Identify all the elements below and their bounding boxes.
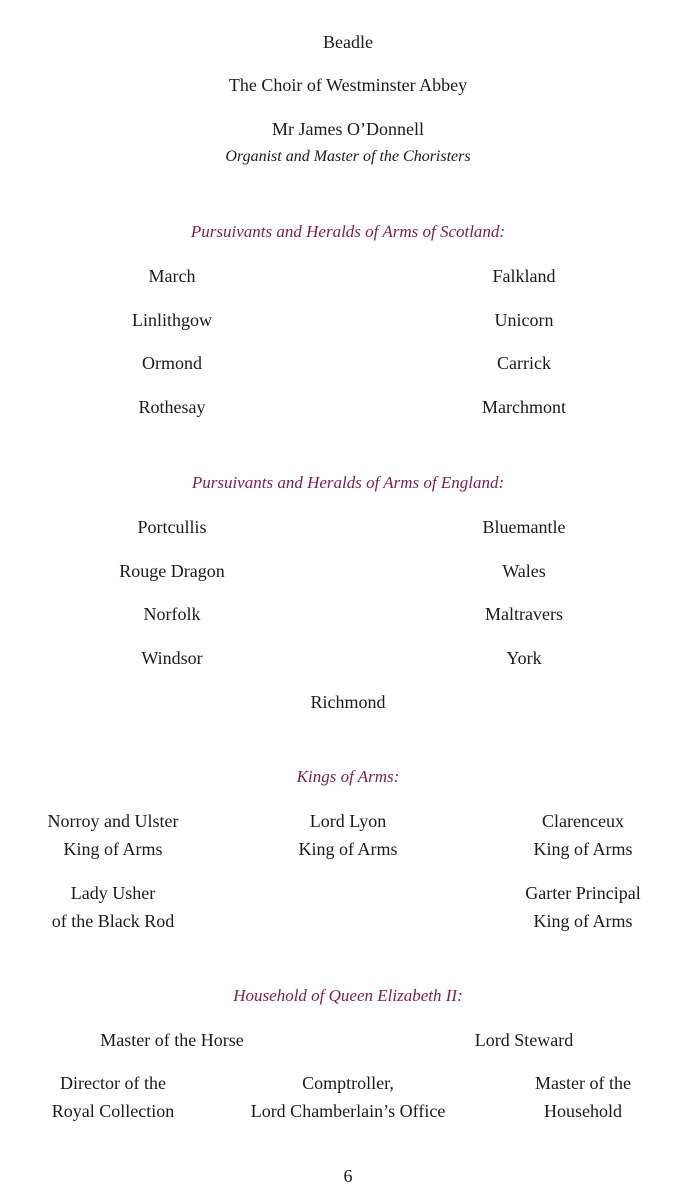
household-heading: Household of Queen Elizabeth II: [233, 986, 463, 1005]
scotland-right-3: Carrick [497, 353, 551, 373]
kings-heading: Kings of Arms: [296, 767, 400, 786]
usher-line-1: Lady Usher [70, 883, 156, 903]
england-left-2: Rouge Dragon [119, 561, 225, 581]
scotland-right-1: Falkland [492, 266, 556, 286]
garter-block [525, 879, 640, 935]
england-heading: Pursuivants and Heralds of Arms of England: [191, 473, 505, 492]
master-household-block [535, 1069, 631, 1125]
usher-block [52, 879, 174, 935]
master-household-line-1: Master of the [535, 1073, 631, 1093]
garter-line-2: King of Arms [533, 911, 633, 931]
scotland-heading: Pursuivants and Heralds of Arms of Scotland: [190, 222, 506, 241]
director-line-1: Director of the [60, 1073, 166, 1093]
clarenceux-line-2: King of Arms [533, 839, 633, 859]
page-number: 6 [343, 1166, 353, 1186]
norroy-block [48, 807, 179, 863]
director-block [52, 1069, 174, 1125]
lyon-block [299, 807, 398, 863]
england-left-1: Portcullis [137, 517, 207, 537]
england-right-2: Wales [502, 561, 546, 581]
scotland-left-1: March [148, 266, 196, 286]
comptroller-line-1: Comptroller, [302, 1073, 394, 1093]
garter-line-1: Garter Principal [525, 883, 641, 903]
usher-line-2: of the Black Rod [51, 911, 175, 931]
scotland-left-2: Linlithgow [132, 310, 212, 330]
master-of-horse: Master of the Horse [100, 1030, 244, 1050]
scotland-right-2: Unicorn [494, 310, 554, 330]
england-right-1: Bluemantle [482, 517, 566, 537]
lyon-line-2: King of Arms [298, 839, 398, 859]
england-right-4: York [506, 648, 542, 668]
comptroller-line-2: Lord Chamberlain’s Office [250, 1101, 446, 1121]
director-line-2: Royal Collection [51, 1101, 175, 1121]
clarenceux-block [534, 807, 633, 863]
beadle: Beadle [323, 32, 373, 52]
norroy-line-2: King of Arms [63, 839, 163, 859]
scotland-right-4: Marchmont [482, 397, 566, 417]
lord-steward: Lord Steward [474, 1030, 574, 1050]
england-right-3: Maltravers [485, 604, 563, 624]
england-left-3: Norfolk [143, 604, 201, 624]
england-center: Richmond [310, 692, 386, 712]
england-left-4: Windsor [141, 648, 203, 668]
comptroller-block [251, 1069, 446, 1125]
clarenceux-line-1: Clarenceux [542, 811, 624, 831]
scotland-left-3: Ormond [142, 353, 202, 373]
choir: The Choir of Westminster Abbey [228, 75, 468, 95]
norroy-line-1: Norroy and Ulster [47, 811, 179, 831]
organist-role: Organist and Master of the Choristers [225, 148, 471, 165]
lyon-line-1: Lord Lyon [309, 811, 387, 831]
organist-name: Mr James O’Donnell [272, 119, 424, 139]
scotland-left-4: Rothesay [138, 397, 206, 417]
master-household-line-2: Household [544, 1101, 622, 1121]
